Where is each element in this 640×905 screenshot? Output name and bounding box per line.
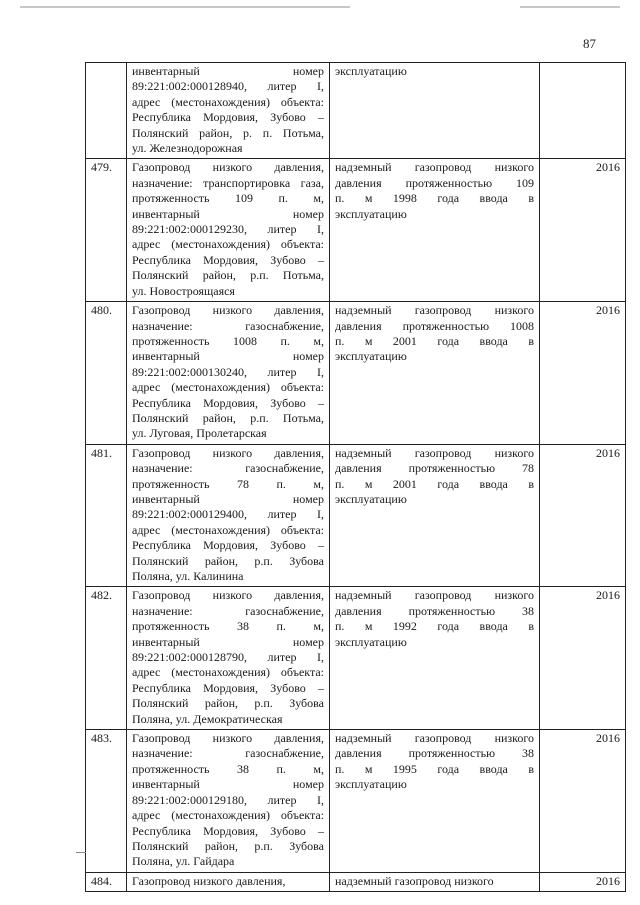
description-line: Поляна, ул. Гайдара [132,854,235,869]
description-line: ул. Новостроящаяся [132,283,235,298]
description-line: инвентарный номер [132,64,324,78]
description-line: Поляна, ул. Демократическая [132,711,283,726]
description-line: 89:221:002:000129180, литер I, [132,792,324,807]
characteristics-line: эксплуатацию [335,491,407,506]
table-body [86,63,626,892]
characteristics-line: эксплуатацию [335,777,407,792]
characteristics-line: надземный газопровод низкого [335,588,534,603]
year-cell: 2016 [540,302,626,445]
characteristics-line: п. м 1995 года ввода в [335,761,534,776]
description-line: инвентарный номер [132,777,324,792]
property-registry-table [85,62,626,892]
description-line: назначение: газоснабжение, [132,318,324,333]
description-line: инвентарный номер [132,634,324,649]
description-line: Республика Мордовия, Зубово – [132,395,324,410]
description-line: Республика Мордовия, Зубово – [132,823,324,838]
year-cell: 2016 [540,444,626,587]
description-line: Полянский район, р. п. Потьма, [132,125,324,140]
description-line: протяженность 78 п. м, [132,476,324,491]
characteristics-line: давления протяженностью 38 [335,603,534,618]
description-line: Республика Мордовия, Зубово – [132,680,324,695]
scan-noise-right [520,6,620,8]
characteristics-cell [330,872,540,891]
characteristics-line: надземный газопровод низкого [335,445,534,460]
description-line: 89:221:002:000128940, литер I, [132,79,324,94]
description-line: Полянский район, р.п. Зубова [132,838,324,853]
description-line: Газопровод низкого давления, [132,160,324,175]
characteristics-line: п. м 1992 года ввода в [335,619,534,634]
characteristics-line: эксплуатацию [335,206,407,221]
description-line: ул. Луговая, Пролетарская [132,426,267,441]
characteristics-cell [330,159,540,302]
description-line: Республика Мордовия, Зубово – [132,252,324,267]
description-line: Полянский район, р.п. Потьма, [132,268,324,283]
characteristics-cell [330,302,540,445]
description-line: адрес (местонахождения) объекта: [132,808,324,823]
characteristics-cell [330,587,540,730]
description-line: 89:221:002:000130240, литер I, [132,364,324,379]
characteristics-line: давления протяженностью 109 [335,175,534,190]
description-line: Полянский район, р.п. Зубова [132,696,324,711]
characteristics-line: надземный газопровод низкого [335,731,534,746]
description-line: Газопровод низкого давления, [132,873,286,888]
year-cell: 2016 [540,587,626,730]
description-line: протяженность 38 п. м, [132,761,324,776]
description-line: Республика Мордовия, Зубово – [132,110,324,125]
description-line: назначение: газоснабжение, [132,461,324,476]
object-description-cell [127,63,330,159]
row-number-cell: 481. [86,444,127,587]
table-row [86,444,626,587]
row-number-cell: 484. [86,872,127,891]
table-row [86,302,626,445]
description-line: Полянский район, р.п. Зубова [132,553,324,568]
object-description-cell [127,730,330,873]
characteristics-line: надземный газопровод низкого [335,160,534,175]
characteristics-line: эксплуатацию [335,64,407,78]
characteristics-line: давления протяженностью 38 [335,746,534,761]
characteristics-cell [330,730,540,873]
row-number-cell: 482. [86,587,127,730]
description-line: Газопровод низкого давления, [132,445,324,460]
table-row [86,872,626,891]
description-line: адрес (местонахождения) объекта: [132,665,324,680]
description-line: назначение: газоснабжение, [132,603,324,618]
description-line: протяженность 38 п. м, [132,619,324,634]
description-line: 89:221:002:000129230, литер I, [132,222,324,237]
description-line: адрес (местонахождения) объекта: [132,522,324,537]
characteristics-line: давления протяженностью 1008 [335,318,534,333]
row-number-cell: 479. [86,159,127,302]
description-line: Полянский район, р.п. Потьма, [132,410,324,425]
year-cell [540,63,626,159]
object-description-cell [127,302,330,445]
description-line: адрес (местонахождения) объекта: [132,380,324,395]
description-line: Республика Мордовия, Зубово – [132,538,324,553]
year-cell: 2016 [540,159,626,302]
characteristics-line: надземный газопровод низкого [335,303,534,318]
characteristics-line: эксплуатацию [335,634,407,649]
description-line: инвентарный номер [132,206,324,221]
description-line: назначение: газоснабжение, [132,746,324,761]
table-row [86,63,626,159]
description-line: инвентарный номер [132,491,324,506]
characteristics-cell [330,63,540,159]
characteristics-cell [330,444,540,587]
characteristics-line: п. м 1998 года ввода в [335,191,534,206]
object-description-cell [127,159,330,302]
scan-noise-left [20,6,350,8]
characteristics-line: эксплуатацию [335,349,407,364]
year-cell: 2016 [540,872,626,891]
description-line: протяженность 109 п. м, [132,191,324,206]
row-number-cell: 480. [86,302,127,445]
page-number: 87 [583,36,596,51]
object-description-cell [127,587,330,730]
table-row [86,730,626,873]
characteristics-line: давления протяженностью 78 [335,461,534,476]
description-line: адрес (местонахождения) объекта: [132,94,324,109]
description-line: 89:221:002:000128790, литер I, [132,650,324,665]
description-line: протяженность 1008 п. м, [132,333,324,348]
description-line: Газопровод низкого давления, [132,588,324,603]
year-cell: 2016 [540,730,626,873]
row-number-cell [86,63,127,159]
characteristics-line: надземный газопровод низкого [335,873,494,888]
characteristics-line: п. м 2001 года ввода в [335,476,534,491]
object-description-cell [127,872,330,891]
description-line: Газопровод низкого давления, [132,303,324,318]
table-row [86,587,626,730]
row-number-cell: 483. [86,730,127,873]
characteristics-line: п. м 2001 года ввода в [335,333,534,348]
table-row [86,159,626,302]
description-line: Газопровод низкого давления, [132,731,324,746]
object-description-cell [127,444,330,587]
scan-mark [76,852,86,853]
description-line: назначение: транспортировка газа, [132,175,324,190]
description-line: инвентарный номер [132,349,324,364]
description-line: адрес (местонахождения) объекта: [132,237,324,252]
description-line: 89:221:002:000129400, литер I, [132,507,324,522]
description-line: ул. Железнодорожная [132,141,243,156]
description-line: Поляна, ул. Калинина [132,569,244,583]
